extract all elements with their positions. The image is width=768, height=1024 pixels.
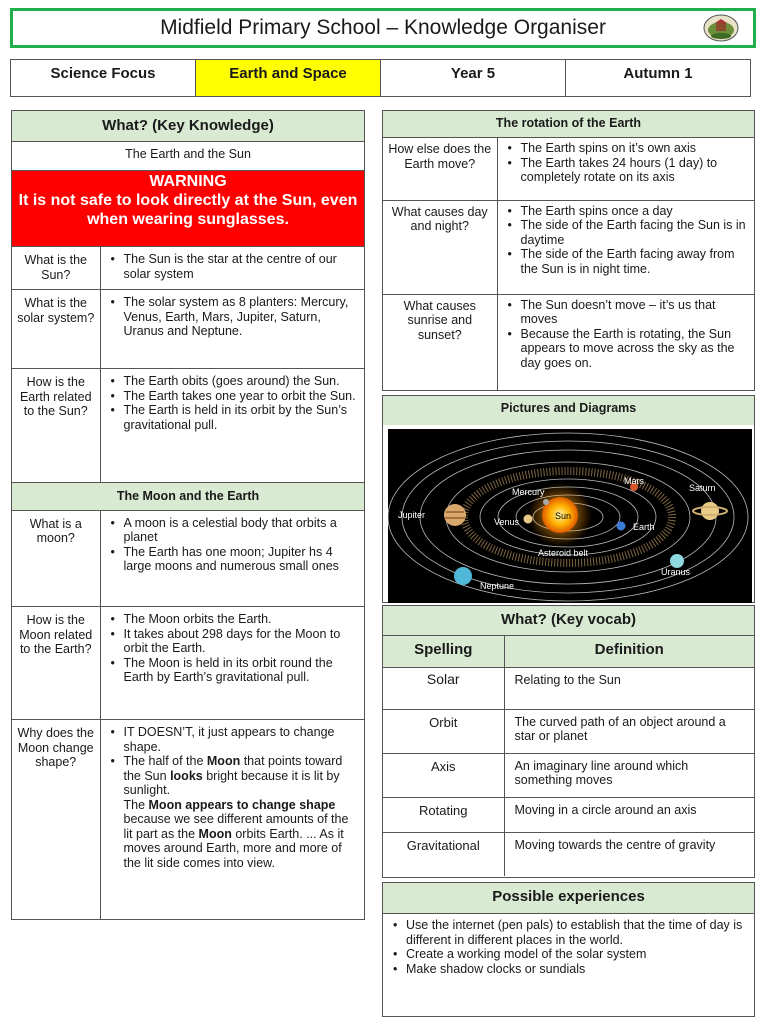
list-item: • The half of the Moon that points toward the Sun looks bright because it is lit by sunlight. [107, 754, 357, 798]
school-logo-icon [703, 14, 739, 42]
jupiter-label: Jupiter [398, 510, 426, 520]
list-item: • The Earth has one moon; Jupiter hs 4 large moons and numerous small ones [107, 545, 357, 574]
list-item: • The Earth spins on it’s own axis [504, 141, 747, 156]
uranus-label: Uranus [661, 567, 691, 577]
list-item: • The Earth takes one year to orbit the Sun. [107, 389, 357, 404]
definition-header: Definition [504, 636, 754, 667]
mars-label: Mars [624, 476, 644, 486]
asteroid-belt-label: Asteroid belt [538, 548, 589, 558]
venus-icon [524, 515, 533, 524]
list-item: • The side of the Earth facing the Sun is in daytime [504, 218, 747, 247]
page-title: Midfield Primary School – Knowledge Organiser [160, 16, 606, 39]
earth-sun-subtitle: The Earth and the Sun [125, 147, 251, 161]
warning-box [12, 170, 364, 246]
warning-heading: WARNING [149, 173, 227, 190]
table-row [383, 667, 754, 709]
table-row [12, 720, 364, 920]
table-row [12, 369, 364, 482]
list-item: • The Sun is the star at the centre of our solar system [107, 252, 357, 281]
list-item: • The solar system as 8 planters: Mercury, Venus, Earth, Mars, Jupiter, Saturn, Uranus and Neptune. [107, 295, 357, 339]
answer-cell [497, 294, 754, 390]
list-item: The Moon appears to change shape because we see different amounts of the lit part as the Moon orbits Earth. ... As it moves around Earth, more and more of the lit side comes into view. [123, 797, 349, 870]
question-cell: How is the Earth related to the Sun? [12, 369, 100, 482]
answer-cell [100, 511, 364, 607]
key-knowledge-panel [11, 110, 365, 920]
list-item: • Because the Earth is rotating, the Sun appears to move across the sky as the day goes on. [504, 327, 747, 371]
table-row [12, 247, 364, 290]
list-item: • IT DOESN’T, it just appears to change shape. [107, 725, 357, 754]
list-item: • A moon is a celestial body that orbits a planet [107, 516, 357, 545]
answer-cell [100, 607, 364, 720]
list-item: • The Moon is held in its orbit round the Earth by Earth’s gravitational pull. [107, 656, 357, 685]
question-cell: What causes day and night? [383, 200, 497, 294]
question-cell: What is the solar system? [12, 290, 100, 369]
question-cell: Why does the Moon change shape? [12, 720, 100, 920]
question-cell: How else does the Earth move? [383, 138, 497, 200]
list-item: • The Earth obits (goes around) the Sun. [107, 374, 357, 389]
question-cell: How is the Moon related to the Earth? [12, 607, 100, 720]
list-item: • The Sun doesn’t move – it’s us that moves [504, 298, 747, 327]
table-row [12, 511, 364, 607]
table-row [383, 200, 754, 294]
list-item: • The side of the Earth facing away from the Sun is in night time. [504, 247, 747, 276]
vocab-word: Solar [383, 667, 504, 709]
experiences-body [383, 914, 754, 976]
key-vocab-title: What? (Key vocab) [383, 606, 754, 636]
answer-cell [100, 290, 364, 369]
pictures-title: Pictures and Diagrams [383, 396, 754, 425]
rotation-panel [382, 110, 755, 391]
saturn-icon [701, 502, 719, 520]
vocab-definition: Moving in a circle around an axis [504, 797, 754, 832]
table-row [383, 753, 754, 797]
list-item: • Make shadow clocks or sundials [389, 962, 744, 977]
experiences-panel [382, 882, 755, 1017]
neptune-icon [454, 567, 472, 585]
uranus-icon [670, 554, 684, 568]
moon-earth-heading: The Moon and the Earth [12, 482, 364, 511]
table-row [383, 294, 754, 390]
spelling-header: Spelling [383, 636, 504, 667]
solar-system-svg [388, 429, 752, 603]
vocab-definition: Relating to the Sun [504, 667, 754, 709]
topic-cell: Earth and Space [196, 60, 381, 96]
earth-icon [617, 522, 626, 531]
neptune-label: Neptune [480, 581, 515, 591]
list-item: • Use the internet (pen pals) to establish that the time of day is different in different places in the world. [389, 918, 744, 947]
list-item: • The Earth takes 24 hours (1 day) to completely rotate on its axis [504, 156, 747, 185]
vocab-word: Gravitational [383, 832, 504, 876]
list-item: • The Earth spins once a day [504, 204, 747, 219]
vocab-header-row [383, 636, 754, 667]
rotation-title: The rotation of the Earth [383, 111, 754, 138]
table-row [12, 290, 364, 369]
table-row [12, 607, 364, 720]
info-bar [10, 59, 751, 97]
page-header [10, 8, 756, 48]
question-cell: What causes sunrise and sunset? [383, 294, 497, 390]
jupiter-band [445, 517, 465, 519]
venus-label: Venus [494, 517, 520, 527]
key-knowledge-title: What? (Key Knowledge) [12, 111, 364, 142]
vocab-definition: The curved path of an object around a star or planet [504, 709, 754, 753]
warning-text: It is not safe to look directly at the Sun, even when wearing sunglasses. [18, 192, 358, 228]
list-item: • It takes about 298 days for the Moon to orbit the Earth. [107, 627, 357, 656]
vocab-table [383, 636, 754, 876]
answer-cell [100, 247, 364, 290]
solar-system-diagram [388, 429, 752, 603]
moon-table [12, 511, 364, 920]
sun-table [12, 246, 364, 482]
vocab-word: Axis [383, 753, 504, 797]
jupiter-band [446, 511, 464, 513]
sun-label: Sun [555, 511, 572, 521]
saturn-label: Saturn [689, 483, 716, 493]
question-cell: What is a moon? [12, 511, 100, 607]
question-cell: What is the Sun? [12, 247, 100, 290]
table-row [383, 138, 754, 200]
list-item: • The Earth is held in its orbit by the Sun’s gravitational pull. [107, 403, 357, 432]
vocab-definition: Moving towards the centre of gravity [504, 832, 754, 876]
answer-cell [100, 720, 364, 920]
mercury-icon [543, 499, 549, 505]
table-row [383, 709, 754, 753]
vocab-word: Orbit [383, 709, 504, 753]
mercury-label: Mercury [512, 487, 545, 497]
earth-label: Earth [633, 522, 655, 532]
list-item: • The Moon orbits the Earth. [107, 612, 357, 627]
key-vocab-panel [382, 605, 755, 878]
pictures-panel [382, 395, 755, 603]
list-item: • Create a working model of the solar system [389, 947, 744, 962]
table-row [383, 832, 754, 876]
answer-cell [497, 200, 754, 294]
year-cell: Year 5 [381, 60, 566, 96]
table-row [383, 797, 754, 832]
vocab-definition: An imaginary line around which something moves [504, 753, 754, 797]
answer-cell [497, 138, 754, 200]
answer-cell [100, 369, 364, 482]
term-cell: Autumn 1 [623, 65, 693, 82]
vocab-word: Rotating [383, 797, 504, 832]
subject-cell: Science Focus [11, 60, 196, 96]
experiences-title: Possible experiences [383, 883, 754, 914]
jupiter-icon [444, 504, 466, 526]
rotation-table [383, 138, 754, 390]
